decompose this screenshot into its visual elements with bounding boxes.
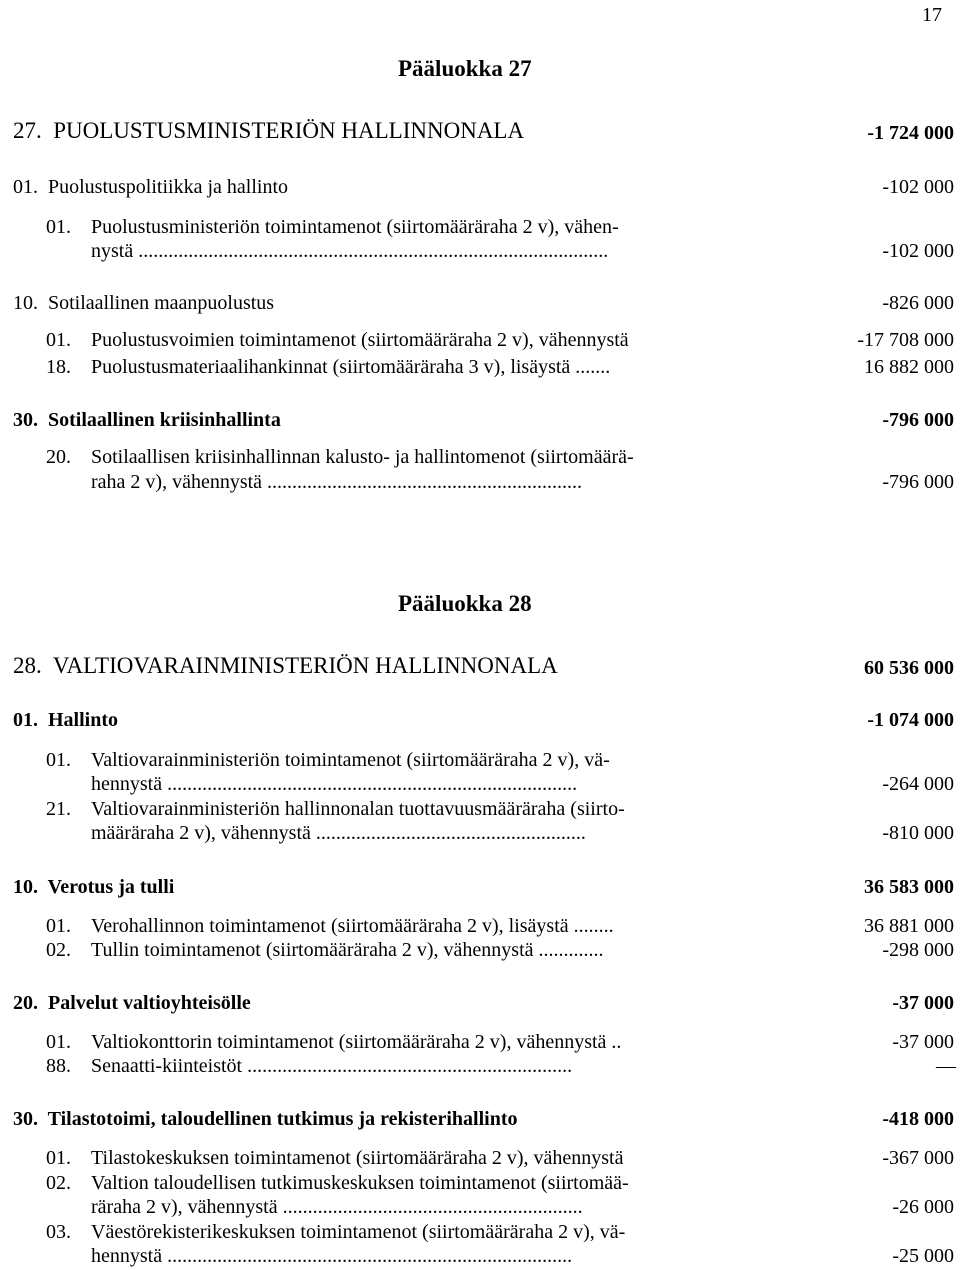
item-text: Puolustusmateriaalihankinnat (siirtomääräraha 3 v), lisäystä ....... [91,356,611,378]
main-heading-27 [13,118,524,144]
group-label: Hallinto [48,709,119,731]
item-number: 01. [46,749,71,771]
group-label: Puolustuspolitiikka ja hallinto [48,176,288,198]
item-amount: -102 000 [882,240,954,262]
item-number: 01. [46,1031,71,1053]
group-number: 30. [13,1108,38,1130]
group-label: Sotilaallinen kriisinhallinta [48,409,281,431]
item-number: 88. [46,1055,71,1077]
item-text-line-2: hennystä .................................................................................. [91,773,578,795]
item-amount: -37 000 [892,1031,954,1053]
group-amount: -418 000 [882,1108,954,1130]
item-text-line-1: Valtiovarainministeriön toimintamenot (siirtomääräraha 2 v), vä- [91,749,610,771]
item-number: 21. [46,798,71,820]
item-number: 01. [46,329,71,351]
group-amount: 36 583 000 [864,876,954,898]
group-number: 10. [13,876,38,898]
group-number: 30. [13,409,38,431]
item-number: 01. [46,915,71,937]
main-heading-number: 28. [13,653,42,678]
group-label: Palvelut valtioyhteisölle [48,992,251,1014]
main-heading-28 [13,653,558,679]
main-heading-amount: -1 724 000 [867,122,954,144]
item-text-line-1: Valtion taloudellisen tutkimuskeskuksen toimintamenot (siirtomää- [91,1172,629,1194]
item-amount: -810 000 [882,822,954,844]
group-number: 10. [13,292,38,314]
item-amount: -298 000 [882,939,954,961]
item-amount-dash: — [936,1055,954,1077]
item-number: 18. [46,356,71,378]
group-amount: -1 074 000 [867,709,954,731]
group-amount: -102 000 [882,176,954,198]
item-amount: 36 881 000 [864,915,954,937]
item-text-line-2: määräraha 2 v), vähennystä ...................................................... [91,822,586,844]
main-heading-label: VALTIOVARAINMINISTERIÖN HALLINNONALA [52,653,558,678]
item-amount: 16 882 000 [864,356,954,378]
group-heading [13,409,281,432]
group-heading [13,292,274,315]
group-amount: -37 000 [892,992,954,1014]
item-text: Tullin toimintamenot (siirtomääräraha 2 v), vähennystä ............. [91,939,604,961]
group-label: Verotus ja tulli [47,876,175,898]
item-text: Puolustusvoimien toimintamenot (siirtomääräraha 2 v), vähennystä [91,329,629,351]
main-heading-label: PUOLUSTUSMINISTERIÖN HALLINNONALA [53,118,525,143]
item-number: 02. [46,939,71,961]
group-heading [13,709,118,732]
page-number: 17 [922,4,942,26]
item-text-line-1: Valtiovarainministeriön hallinnonalan tuottavuusmääräraha (siirto- [91,798,625,820]
group-number: 01. [13,176,38,198]
item-amount: -26 000 [892,1196,954,1218]
main-heading-amount: 60 536 000 [864,657,954,679]
item-amount: -17 708 000 [857,329,954,351]
group-heading [13,1108,518,1131]
main-heading-number: 27. [13,118,42,143]
group-heading [13,992,251,1015]
group-label: Tilastotoimi, taloudellinen tutkimus ja rekisterihallinto [47,1108,518,1130]
group-number: 01. [13,709,38,731]
item-amount: -25 000 [892,1245,954,1267]
item-number: 20. [46,446,71,468]
item-text-line-1: Väestörekisterikeskuksen toimintamenot (siirtomääräraha 2 v), vä- [91,1221,626,1243]
item-number: 01. [46,216,71,238]
item-amount: -796 000 [882,471,954,493]
group-amount: -796 000 [882,409,954,431]
section-title-28: Pääluokka 28 [398,591,532,616]
item-text: Valtiokonttorin toimintamenot (siirtomääräraha 2 v), vähennystä .. [91,1031,622,1053]
group-heading [13,876,174,899]
item-text-line-2: hennystä ................................................................................. [91,1245,573,1267]
group-label: Sotilaallinen maanpuolustus [48,292,275,314]
item-number: 03. [46,1221,71,1243]
item-text-line-2: räraha 2 v), vähennystä ............................................................ [91,1196,583,1218]
item-number: 02. [46,1172,71,1194]
item-text: Tilastokeskuksen toimintamenot (siirtomääräraha 2 v), vähennystä [91,1147,624,1169]
item-text: Senaatti-kiinteistöt ................................................................. [91,1055,573,1077]
group-amount: -826 000 [882,292,954,314]
item-text-line-2: raha 2 v), vähennystä ............................................................... [91,471,583,493]
item-text: Verohallinnon toimintamenot (siirtomääräraha 2 v), lisäystä ........ [91,915,614,937]
item-number: 01. [46,1147,71,1169]
group-number: 20. [13,992,38,1014]
group-heading [13,176,288,199]
item-text-line-1: Sotilaallisen kriisinhallinnan kalusto- ja hallintomenot (siirtomäärä- [91,446,634,468]
item-amount: -264 000 [882,773,954,795]
item-text-line-2: nystä .............................................................................................. [91,240,609,262]
section-title-27: Pääluokka 27 [398,56,532,81]
item-text-line-1: Puolustusministeriön toimintamenot (siirtomääräraha 2 v), vähen- [91,216,619,238]
item-amount: -367 000 [882,1147,954,1169]
